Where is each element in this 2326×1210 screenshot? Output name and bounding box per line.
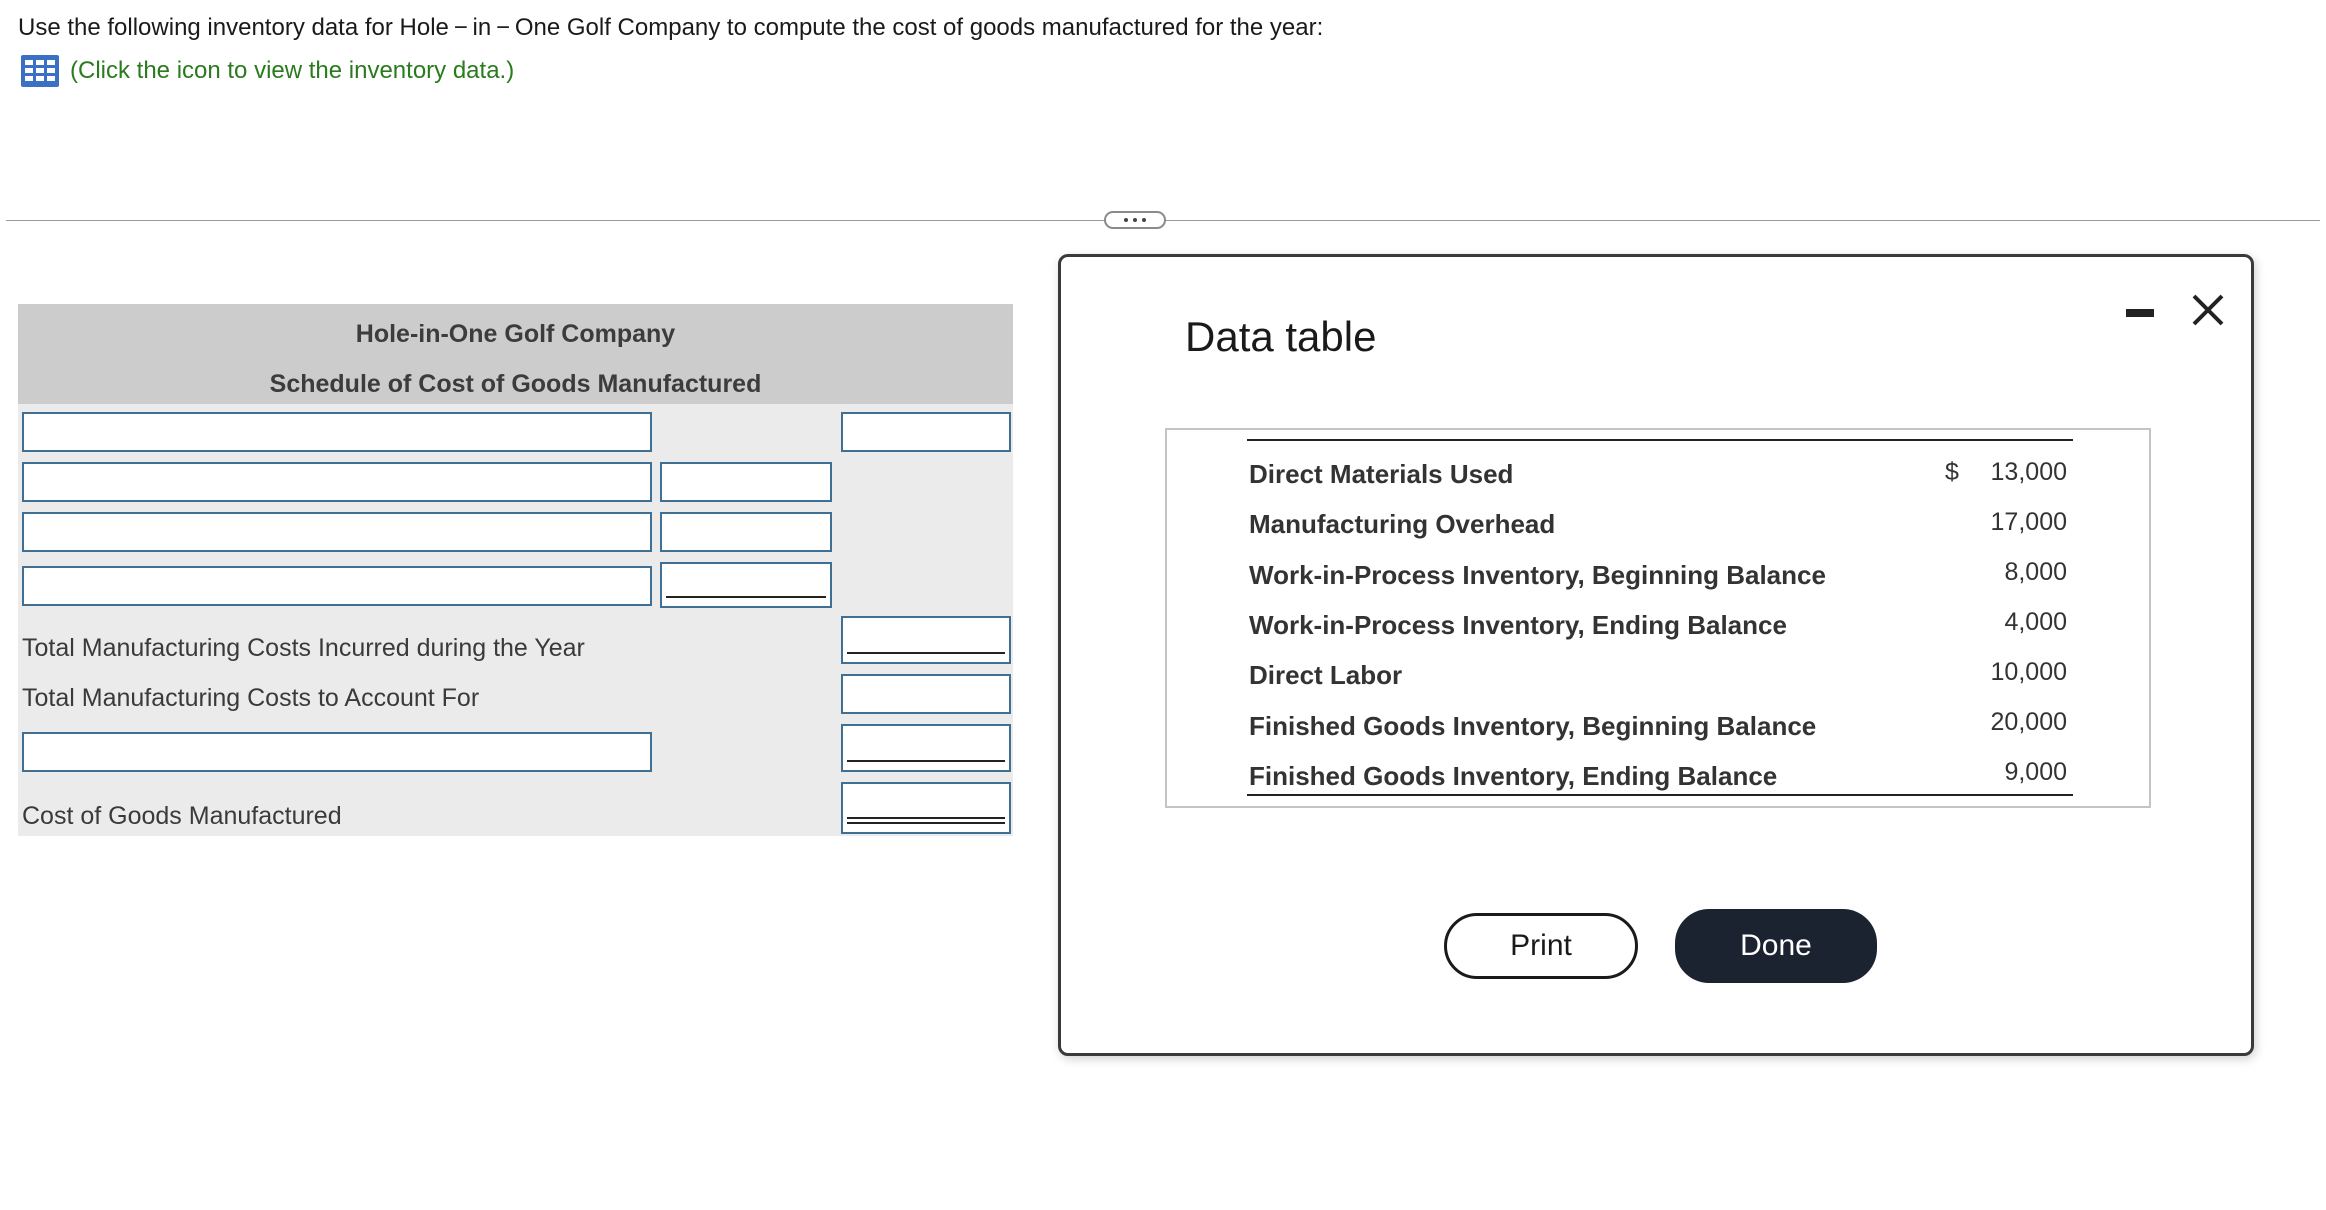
row1-label-input[interactable] — [22, 412, 652, 452]
row4-label-input[interactable] — [22, 566, 652, 606]
data-value: 10,000 — [1990, 658, 2067, 686]
total-incurred-underline — [847, 652, 1005, 654]
row-less-amount-input[interactable] — [841, 724, 1011, 772]
company-name: Hole-in-One Golf Company — [355, 320, 676, 348]
data-value: 8,000 — [2004, 558, 2067, 586]
data-value: 20,000 — [1990, 708, 2067, 736]
table-bottom-rule — [1247, 794, 2073, 796]
row2-subamount-input[interactable] — [660, 462, 832, 502]
row4-subamount-input[interactable] — [660, 562, 832, 608]
data-value: 13,000 — [1990, 458, 2067, 486]
row3-label-input[interactable] — [22, 512, 652, 552]
row2-label-input[interactable] — [22, 462, 652, 502]
data-label: Direct Labor — [1249, 660, 1403, 690]
row1-amount-input[interactable] — [841, 412, 1011, 452]
total-account-input[interactable] — [841, 674, 1011, 714]
data-value: 17,000 — [1990, 508, 2067, 536]
inventory-data-table — [1165, 428, 2151, 808]
data-value: 9,000 — [2004, 758, 2067, 786]
table-grid-icon[interactable] — [20, 54, 60, 88]
inventory-link-text[interactable]: (Click the icon to view the inventory data.) — [70, 57, 515, 84]
total-account-label: Total Manufacturing Costs to Account For — [22, 684, 480, 712]
data-value: 4,000 — [2004, 608, 2067, 636]
close-icon[interactable] — [2190, 292, 2226, 328]
data-label: Work-in-Process Inventory, Beginning Balance — [1249, 560, 1826, 590]
cogm-schedule — [18, 304, 1013, 836]
inventory-data-link[interactable] — [20, 54, 514, 88]
cogm-label: Cost of Goods Manufactured — [22, 802, 342, 830]
expand-more-button[interactable] — [1104, 211, 1166, 229]
cogm-double-underline-top — [847, 817, 1005, 819]
minimize-icon[interactable] — [2126, 309, 2154, 317]
schedule-title: Schedule of Cost of Goods Manufactured — [269, 370, 762, 398]
row3-subamount-input[interactable] — [660, 512, 832, 552]
done-button[interactable]: Done — [1675, 909, 1877, 983]
data-label: Finished Goods Inventory, Beginning Balance — [1249, 711, 1817, 741]
question-instruction: Use the following inventory data for Hole − in − One Golf Company to compute the cost of goods manufactured for the year: — [18, 14, 1324, 41]
total-incurred-input[interactable] — [841, 616, 1011, 664]
currency-symbol: $ — [1945, 458, 1959, 486]
modal-title: Data table — [1185, 313, 1377, 360]
cogm-double-underline-bottom — [847, 822, 1005, 824]
print-button[interactable]: Print — [1444, 913, 1638, 979]
data-label: Direct Materials Used — [1249, 459, 1514, 489]
data-label: Manufacturing Overhead — [1249, 509, 1556, 539]
subtotal-underline — [666, 596, 826, 598]
less-underline — [847, 760, 1005, 762]
row-less-label-input[interactable] — [22, 732, 652, 772]
table-top-rule — [1247, 439, 2073, 441]
schedule-header — [18, 304, 1013, 404]
data-label: Work-in-Process Inventory, Ending Balance — [1249, 610, 1787, 640]
data-label: Finished Goods Inventory, Ending Balance — [1249, 761, 1778, 791]
cogm-amount-input[interactable] — [841, 782, 1011, 834]
data-table-modal — [1058, 254, 2254, 1056]
total-incurred-label: Total Manufacturing Costs Incurred during the Year — [22, 634, 585, 662]
